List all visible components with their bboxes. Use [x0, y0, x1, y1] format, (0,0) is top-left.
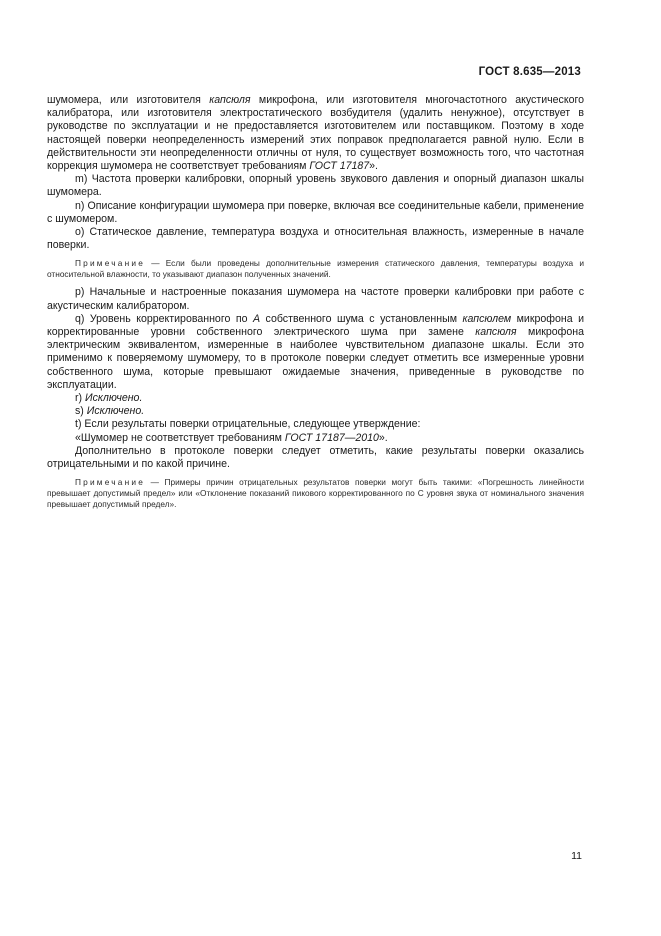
note-1: Примечание — Если были проведены дополнительные измерения статического давления, температуры воздуха и относительной влажности, то указывают диапазон полученных значений. — [47, 258, 584, 280]
list-item-n: n) Описание конфигурации шумомера при поверке, включая все соединительные кабели, применение с шумомером. — [47, 199, 584, 225]
list-item-s: s) Исключено. — [75, 405, 145, 418]
additional-paragraph: Дополнительно в протоколе поверки следует отметить, какие результаты поверки оказались отрицательными и по какой причине. — [47, 444, 584, 471]
paragraph-continuation: шумомера, или изготовителя капсюля микрофона, или изготовителя многочастотного акустического калибратора, или изготовителя электростатического возбудителя (удалить ненужное), отсутствует в руководстве по эксплуатации и не предоставляется изготовителем или поставщиком. Поэтому в ходе настоящей поверки неопределенность измерений этих поправок предполагается равной нулю. Если в действительности эти неопределенности отличны от нуля, то существует возможность того, что частотная коррекция шумомера не соответствует требованиям ГОСТ 17187». — [47, 94, 585, 173]
document-body — [47, 94, 584, 516]
page-header: ГОСТ 8.635—2013 — [478, 66, 581, 78]
page-number: 11 — [571, 850, 582, 862]
list-item-o: o) Статическое давление, температура воздуха и относительная влажность, измеренные в начале поверки. — [47, 226, 584, 252]
note-2: Примечание — Примеры причин отрицательных результатов поверки могут быть такими: «Погрешность линейности превышает допустимый предел» или «Отклонение показаний пикового корректированного по С уровня звука от номинального значения превышает допустимый предел». — [47, 477, 584, 510]
quote-statement: «Шумомер не соответствует требованиям ГОСТ 17187—2010». — [75, 431, 388, 444]
list-item-m: m) Частота проверки калибровки, опорный уровень звукового давления и опорный диапазон шкалы шумомера. — [47, 173, 584, 199]
list-item-p: p) Начальные и настроенные показания шумомера на частоте проверки калибровки при работе с акустическим калибратором. — [47, 286, 584, 312]
list-item-r: r) Исключено. — [75, 392, 143, 405]
list-item-t: t) Если результаты поверки отрицательные, следующее утверждение: — [75, 418, 421, 431]
list-item-q: q) Уровень корректированного по А собственного шума с установленным капсюлем микрофона и корректированные уровни собственного электрического шума при замене капсюля микрофона электрическим эквивалентом, измеренные в наиболее чувствительном диапазоне шкалы. Если это применимо к поверяемому шумомеру, то в протоколе поверки следует отметить все измеренные уровни собственного шума, которые превышают ожидаемые значения, приведенные в руководстве по эксплуатации. — [47, 312, 585, 391]
